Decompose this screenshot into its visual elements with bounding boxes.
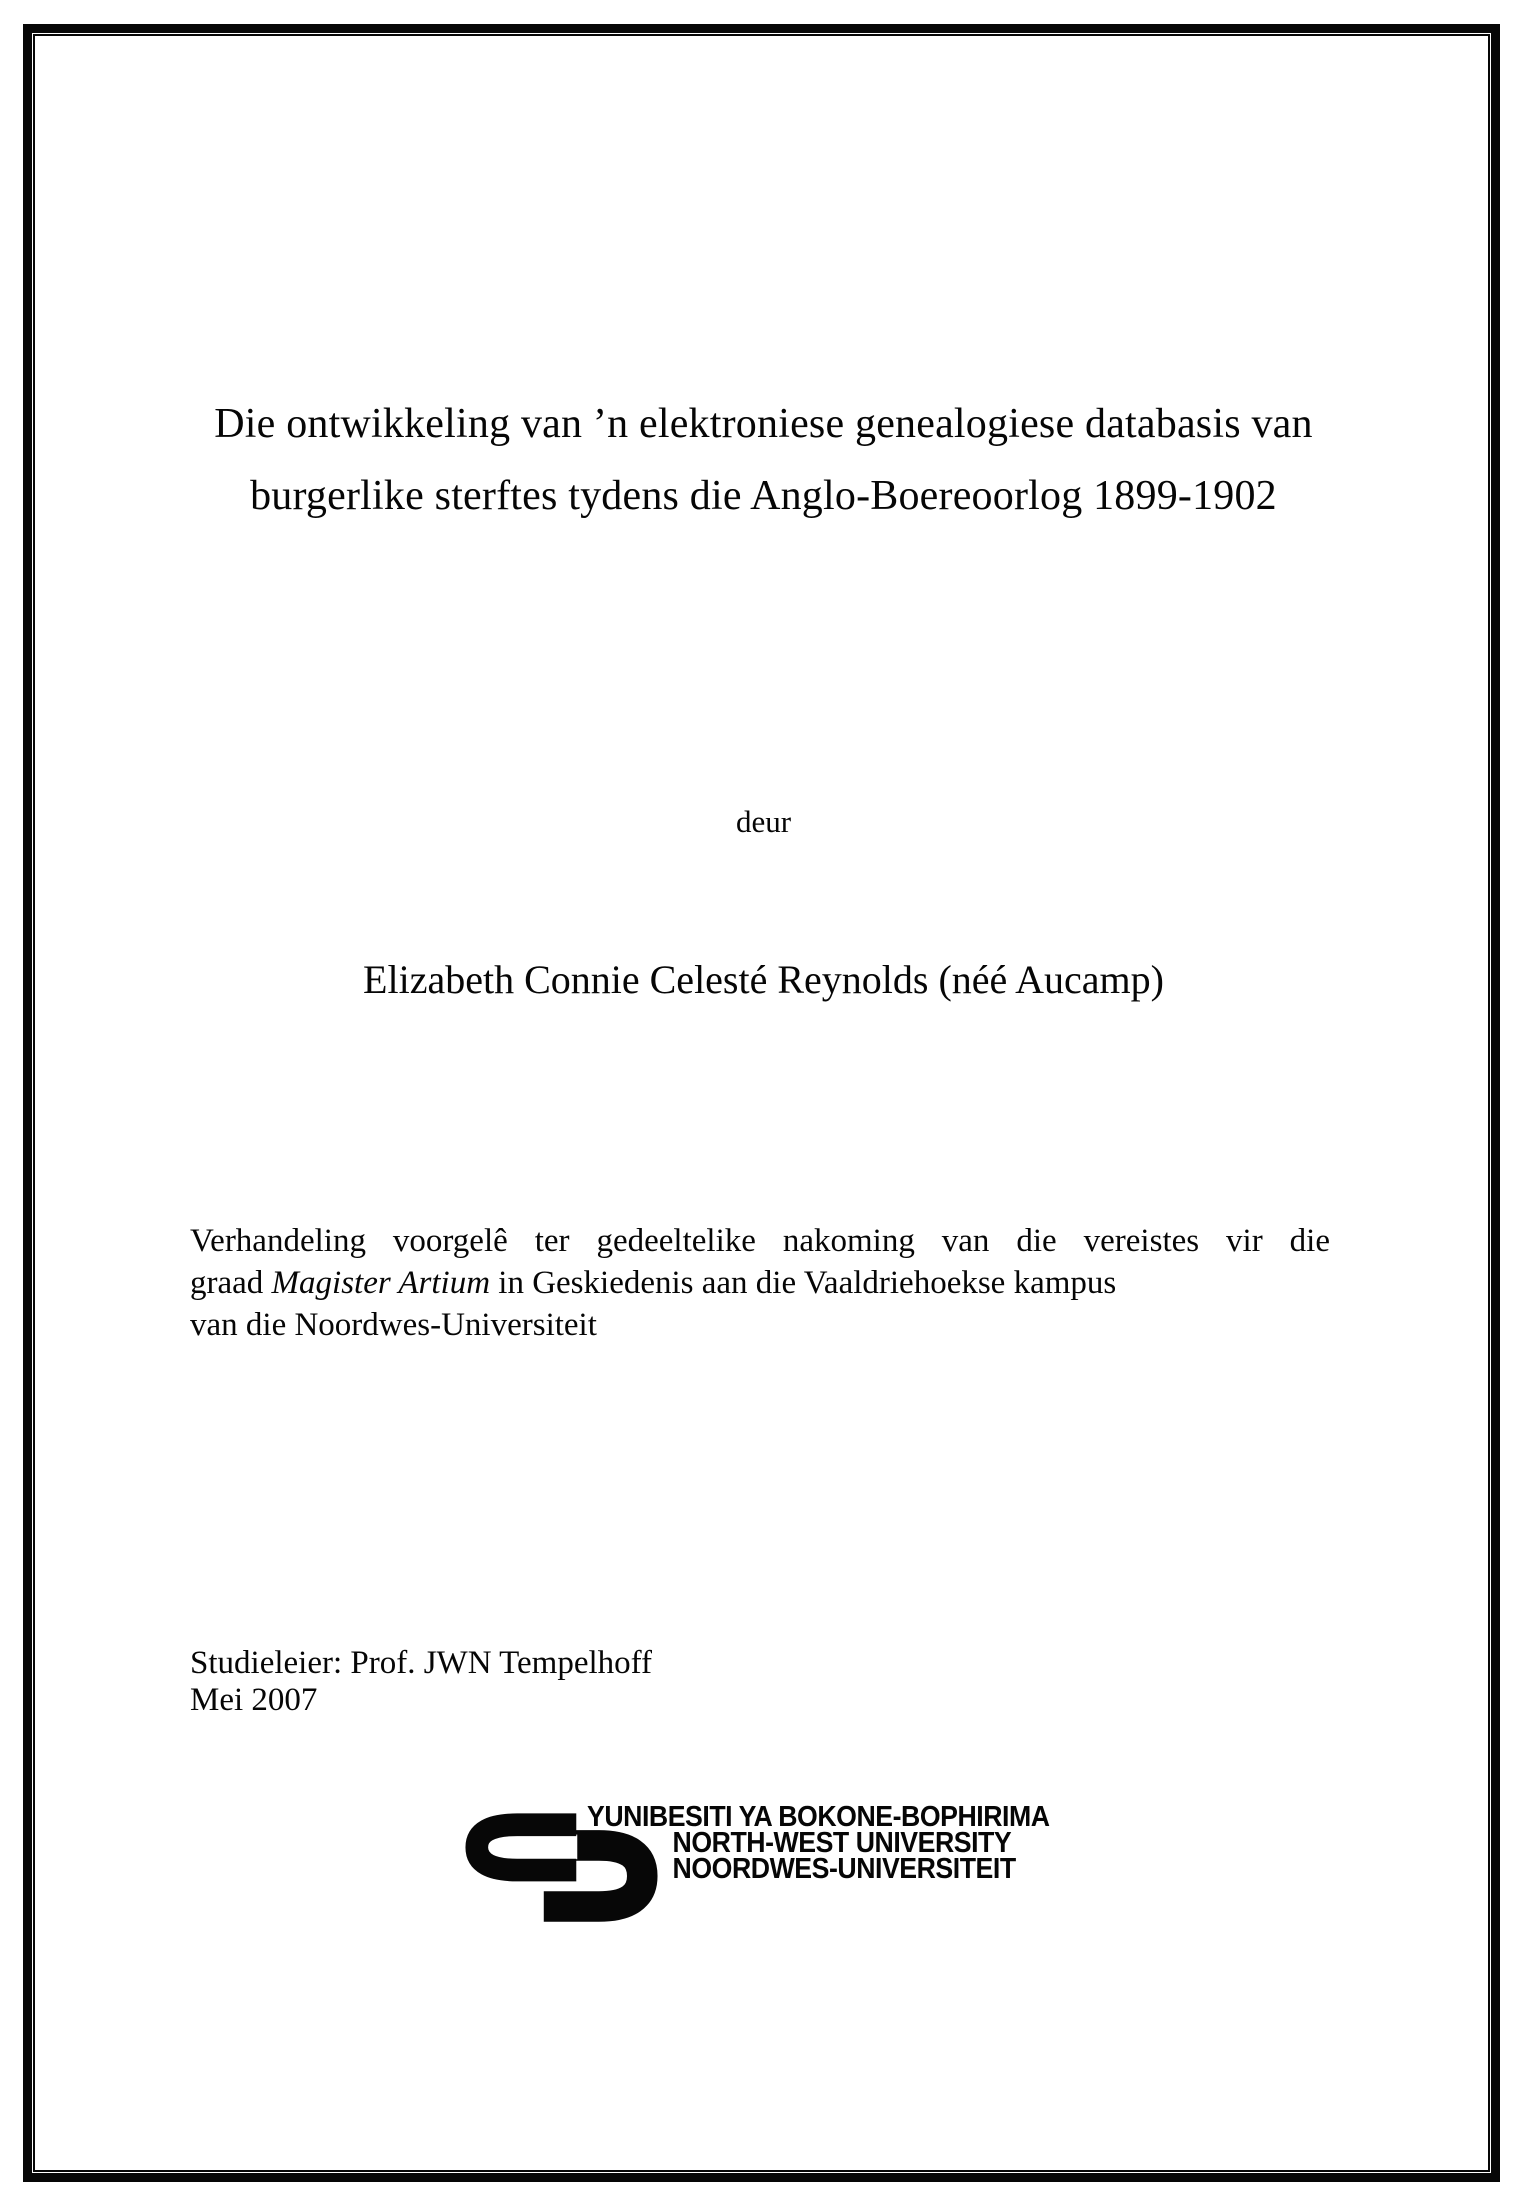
description-line-3: van die Noordwes-Universiteit — [190, 1307, 597, 1343]
university-logo — [463, 1801, 1123, 1947]
logo-line-english: NORTH-WEST UNIVERSITY — [672, 1827, 1012, 1859]
author-name: Elizabeth Connie Celesté Reynolds (néé Aucamp) — [363, 957, 1164, 1002]
date-line: Mei 2007 — [190, 1682, 318, 1718]
logo-line-afrikaans: NOORDWES-UNIVERSITEIT — [672, 1853, 1016, 1885]
byline-label: deur — [735, 804, 792, 839]
description-line-2-post: in Geskiedenis aan die Vaaldriehoekse kampus — [490, 1265, 1117, 1301]
degree-name: Magister Artium — [271, 1265, 491, 1301]
thesis-title-line-2: burgerlike sterftes tydens die Anglo-Boereoorlog 1899-1902 — [250, 473, 1277, 519]
thesis-title — [80, 388, 1447, 532]
supervisor-line: Studieleier: Prof. JWN Tempelhoff — [190, 1645, 653, 1681]
university-logo-text — [587, 1801, 1050, 1885]
description-line-2-pre: graad — [190, 1265, 272, 1301]
description-line-1: Verhandeling voorgelê ter gedeeltelike nakoming van die vereistes vir die — [190, 1223, 1330, 1259]
description-line-2 — [190, 1262, 1330, 1304]
logo-line-setswana: YUNIBESITI YA BOKONE-BOPHIRIMA — [587, 1801, 1050, 1833]
thesis-title-line-1: Die ontwikkeling van ’n elektroniese genealogiese databasis van — [214, 401, 1313, 447]
supervisor-block — [190, 1645, 652, 1719]
thesis-description — [190, 1220, 1330, 1346]
